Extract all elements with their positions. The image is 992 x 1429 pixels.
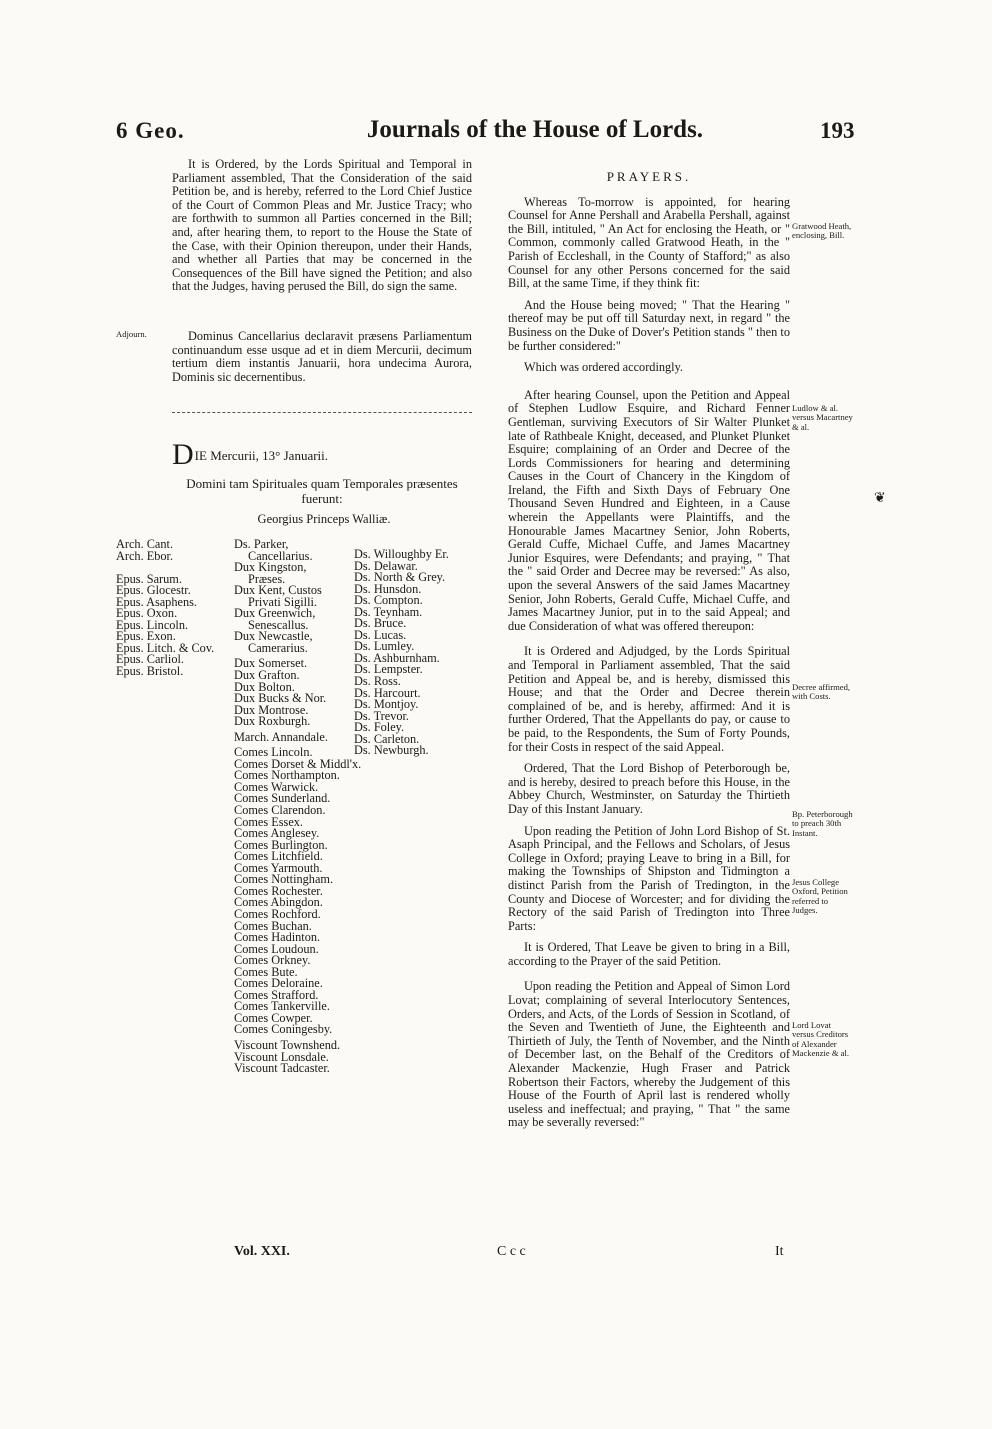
margin-note-decree: Decree affirmed, with Costs. xyxy=(792,682,851,702)
prince-of-wales: Georgius Princeps Walliæ. xyxy=(257,512,391,526)
list-item: Comes Tankerville. xyxy=(234,999,330,1014)
list-item: Ds. Delawar. xyxy=(354,558,418,573)
list-item: Comes Anglesey. xyxy=(234,826,320,841)
list-item: Ds. Lucas. xyxy=(354,627,407,642)
barons-list xyxy=(354,549,449,757)
list-item: Cancellarius. xyxy=(248,548,313,563)
list-item: Privati Sigilli. xyxy=(248,594,318,609)
list-item: Senescallus. xyxy=(248,617,309,632)
list-item: March. Annandale. xyxy=(234,729,328,744)
list-item: Epus. Exon. xyxy=(116,629,176,644)
list-item: Ds. Lumley. xyxy=(354,639,415,654)
list-item: Comes Abingdon. xyxy=(234,895,323,910)
attendance-heading: Domini tam Spirituales quam Temporales præsentes fuerunt: xyxy=(186,476,458,506)
list-item: Comes Essex. xyxy=(234,814,303,829)
list-item: Ds. Trevor. xyxy=(354,708,410,723)
list-item: Epus. Asaphens. xyxy=(116,594,197,609)
header-reign: 6 Geo. xyxy=(116,118,185,143)
list-item: Dux Somerset. xyxy=(234,656,308,671)
list-item: Comes Clarendon. xyxy=(234,803,326,818)
list-item: Comes Loudoun. xyxy=(234,941,319,956)
printer-signature: C c c xyxy=(497,1244,526,1259)
list-item: Ds. Ross. xyxy=(354,674,401,689)
list-item: Epus. Bristol. xyxy=(116,664,184,679)
list-item: Comes Orkney. xyxy=(234,953,311,968)
peterborough-paragraph: Ordered, That the Lord Bishop of Peterborough be, and is hereby, desired to preach before this House, in the Abbey Church, Westminster, on Saturday the Thirtieth Day of this Instant January. xyxy=(508,761,790,816)
list-item: Viscount Lonsdale. xyxy=(234,1049,329,1064)
list-item: Ds. Teynham. xyxy=(354,604,423,619)
margin-note-lovat: Lord Lovat versus Creditors of Alexander Mackenzie & al. xyxy=(792,1020,850,1059)
list-item: Ds. Parker, xyxy=(234,537,289,551)
lovat-paragraph: Upon reading the Petition and Appeal of Simon Lord Lovat; complaining of several Interlocutory Sentences, Orders, and Acts, of the Lords of Session in Scotland, of the Seven and Twentieth of June, the Eighteenth and Thirtieth of July, the Tenth of November, and the Ninth of December last, on the Behalf of the Creditors of Alexander Mackenzie, Hugh Fraser and Patrick Robertson their Factors, whereby the Judgement of this House of the Fourth of April last is rendered wholly useless and ineffectual; and praying, " That " the same may be severally reversed:" xyxy=(508,979,790,1130)
drop-initial: D xyxy=(172,438,194,471)
right-column xyxy=(508,158,790,1138)
list-item: Comes Rochester. xyxy=(234,883,323,898)
list-item: Dux Kent, Custos xyxy=(234,583,322,598)
margin-note-gratwood: Gratwood Heath, enclosing, Bill. xyxy=(792,221,852,241)
list-item: Ds. Ashburnham. xyxy=(354,650,440,665)
list-item: Dux Bolton. xyxy=(234,679,295,694)
header-title: Journals of the House of Lords. xyxy=(366,116,704,143)
margin-note-ludlow: Ludlow & al. versus Macartney & al. xyxy=(792,403,853,432)
margin-note-adjourn: Adjourn. xyxy=(116,329,147,339)
list-item: Ds. Lempster. xyxy=(354,662,423,677)
list-item: Arch. Ebor. xyxy=(116,548,174,563)
margin-note-jesus-college: Jesus College Oxford, Petition referred to Judges. xyxy=(792,877,848,916)
list-item: Comes Warwick. xyxy=(234,779,319,794)
list-item: Comes Hadinton. xyxy=(234,930,321,945)
list-item: Epus. Sarum. xyxy=(116,571,182,586)
list-item: Præses. xyxy=(248,571,286,586)
list-item: Epus. Lincoln. xyxy=(116,617,189,632)
list-item: Viscount Townshend. xyxy=(234,1037,341,1052)
list-item: Comes Yarmouth. xyxy=(234,860,323,875)
list-item: Camerarius. xyxy=(248,640,308,655)
list-item: Dux Montrose. xyxy=(234,702,309,717)
header-page-number: 193 xyxy=(820,118,855,143)
list-item: Ds. Compton. xyxy=(354,593,423,608)
list-item: Ds. Newburgh. xyxy=(354,743,429,758)
margin-note-peterborough: Bp. Peterborough to preach 30th Instant. xyxy=(792,809,853,838)
list-item: Ds. Montjoy. xyxy=(354,697,419,712)
left-column xyxy=(172,158,472,302)
list-item: Comes Nottingham. xyxy=(234,872,334,887)
adjourn-block xyxy=(172,330,472,392)
ordered-accordingly: Which was ordered accordingly. xyxy=(524,360,683,375)
list-item: Epus. Glocestr. xyxy=(116,583,191,598)
list-item: Comes Bute. xyxy=(234,964,298,979)
sitting-date-text: IE Mercurii, 13° Januarii. xyxy=(194,448,329,463)
section-divider xyxy=(172,412,472,413)
list-item: Comes Northampton. xyxy=(234,768,340,783)
list-item: Ds. Harcourt. xyxy=(354,685,421,700)
list-item: Ds. Carleton. xyxy=(354,731,420,746)
dukes-earls-list xyxy=(234,539,361,1075)
decree-paragraph: It is Ordered and Adjudged, by the Lords Spiritual and Temporal in Parliament assembled, That the said Petition and Appeal be, and is hereby, dismissed this House; and that the Order and Decree therein complained of be, and is hereby, affirmed: And it is further Ordered, That the Appellants do pay, or cause to be paid, to the Respondents, the Sum of Forty Pounds, for their Costs in respect of the said Appeal. xyxy=(508,644,790,754)
list-item: Comes Lincoln. xyxy=(234,745,313,760)
jesus-college-paragraph: Upon reading the Petition of John Lord Bishop of St. Asaph Principal, and the Fellows and Scholars, of Jesus College in Oxford; praying Leave to bring in a Bill, for making the Townships of Shipston and Tidmington a distinct Parish from the Parish of Tredington, in the County and Diocese of Worcester; and for dividing the Rectory of the said Parish of Tredington into Three Parts: xyxy=(508,823,790,933)
list-item: Viscount Tadcaster. xyxy=(234,1061,330,1076)
list-item: Ds. Foley. xyxy=(354,720,405,735)
ludlow-paragraph: After hearing Counsel, upon the Petition and Appeal of Stephen Ludlow Esquire, and Richard Fenner Gentleman, surviving Executors of Sir Walter Plunket late of Rathbeale Knight, deceased, and Plunket Plunket Esquire; complaining of an Order and Decree of the Lords Commissioners for hearing and determining Causes in the Court of Chancery in the Kingdom of Ireland, the Fifth and Sixth Days of February One Thousand Seven Hundred and Eighteen, in a Cause wherein the Appellants were Plaintiffs, and the Honourable James Macartney Senior, John Roberts, Gerald Cuffe, Michael Cuffe, and James Macartney Junior Esquires, were Defendants; and praying, " That the " said Order and Decree may be reversed:" As also, upon the several Answers of the said James Macartney Senior, John Roberts, Gerald Cuffe, Michael Cuffe, and James Macartney Junior, put in to the said Appeal; and due Consideration of what was offered thereupon: xyxy=(508,387,790,633)
list-item: Epus. Litch. & Cov. xyxy=(116,640,215,655)
list-item: Ds. North & Grey. xyxy=(354,570,446,585)
list-item: Epus. Oxon. xyxy=(116,606,178,621)
list-item: Epus. Carliol. xyxy=(116,652,184,667)
hearing-paragraph: And the House being moved; " That the Hearing " thereof may be put off till Saturday next, in regard " the Business on the Duke of Dover's Petition stands " then to be further considered:" xyxy=(508,297,790,353)
list-item: Arch. Cant. xyxy=(116,537,174,551)
list-item: Comes Strafford. xyxy=(234,987,319,1002)
volume-number: Vol. XXI. xyxy=(234,1244,290,1259)
list-item: Dux Bucks & Nor. xyxy=(234,691,327,706)
list-item: Dux Greenwich, xyxy=(234,606,316,621)
bishops-list xyxy=(116,539,214,678)
list-item: Comes Litchfield. xyxy=(234,849,323,864)
sitting-date xyxy=(172,438,472,472)
list-item: Dux Grafton. xyxy=(234,668,300,683)
ordered-paragraph: It is Ordered, by the Lords Spiritual and Temporal in Parliament assembled, That the Consideration of the said Petition be, and is hereby, referred to the Lord Chief Justice of the Court of Common Pleas and Mr. Justice Tracy; who are forthwith to summon all Parties concerned in the Bill; and, after hearing them, to report to the House the State of the Case, with their Opinion thereupon, under their Hands, and whether all Parties that may be concerned in the Consequences of the Bill have signed the Petition; and also that the Judges, having perused the Bill, do sign the same. xyxy=(172,157,472,294)
list-item: Comes Cowper. xyxy=(234,1010,313,1025)
list-item: Dux Newcastle, xyxy=(234,629,313,644)
list-item: Ds. Hunsdon. xyxy=(354,581,422,596)
list-item: Ds. Bruce. xyxy=(354,616,407,631)
list-item: Dux Roxburgh. xyxy=(234,714,311,729)
list-item: Comes Dorset & Middl'x. xyxy=(234,756,362,771)
list-item: Comes Sunderland. xyxy=(234,791,331,806)
prayers-heading: PRAYERS. xyxy=(606,169,692,184)
list-item: Comes Coningesby. xyxy=(234,1022,333,1037)
leaf-ornament-icon: ❦ xyxy=(874,491,886,506)
list-item: Comes Burlington. xyxy=(234,837,328,852)
list-item: Dux Kingston, xyxy=(234,560,307,575)
adjourn-paragraph: Dominus Cancellarius declaravit præsens Parliamentum continuandum esse usque ad et in diem Mercurii, decimum tertium diem instantis Januarii, hora undecima Aurora, Dominis sic decernentibus. xyxy=(172,329,472,384)
list-item: Comes Buchan. xyxy=(234,918,312,933)
leave-paragraph: It is Ordered, That Leave be given to bring in a Bill, according to the Prayer of the said Petition. xyxy=(508,940,790,968)
gratwood-paragraph: Whereas To-morrow is appointed, for hearing Counsel for Anne Pershall and Arabella Pershall, against the Bill, intituled, " An Act for enclosing the Heath, or " Common, commonly called Gratwood Heath, in the " Parish of Eccleshall, in the County of Stafford;" as also Counsel for any other Persons concerned for the said Bill, at the same Time, if they think fit: xyxy=(508,194,790,291)
list-item: Ds. Willoughby Er. xyxy=(354,547,449,561)
catchword: It xyxy=(775,1244,784,1259)
list-item: Comes Rochford. xyxy=(234,906,321,921)
list-item: Comes Deloraine. xyxy=(234,976,323,991)
